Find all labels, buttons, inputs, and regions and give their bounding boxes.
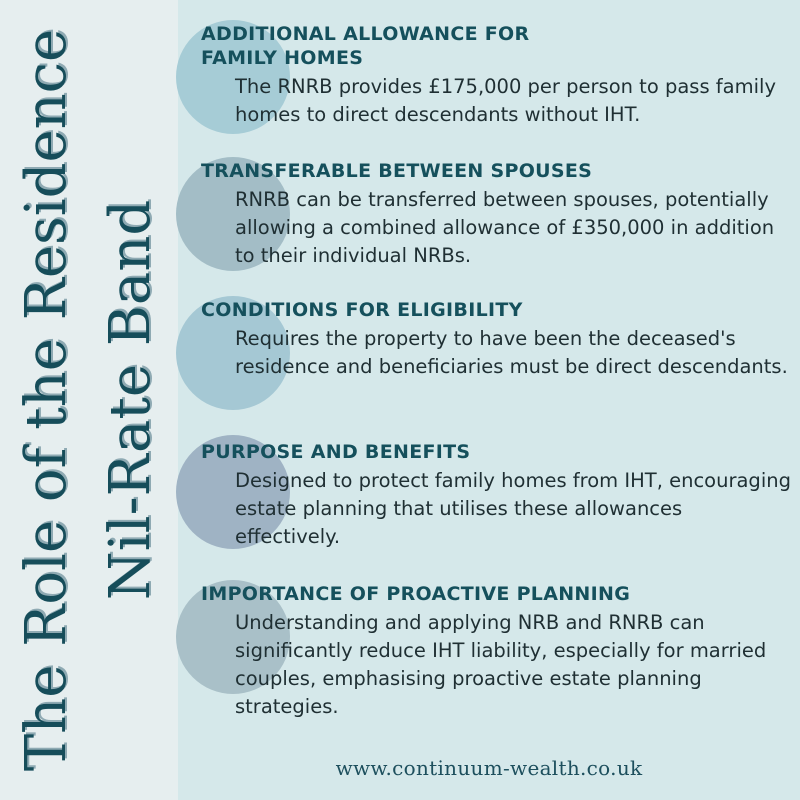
page-title-line-1: The Role of the Residence	[14, 28, 79, 772]
section-proactive-planning	[201, 582, 791, 721]
section-heading: ADDITIONAL ALLOWANCE FOR FAMILY HOMES	[201, 23, 530, 69]
section-transferable	[201, 159, 791, 270]
section-heading: CONDITIONS FOR ELIGIBILITY	[201, 299, 523, 321]
section-eligibility	[201, 298, 791, 381]
page-title	[5, 29, 173, 771]
section-heading: TRANSFERABLE BETWEEN SPOUSES	[201, 160, 593, 182]
title-sidebar	[0, 0, 178, 800]
section-text: Understanding and applying NRB and RNRB can significantly reduce IHT liability, especially for married couples, emphasising proactive estate planning strategies.	[235, 611, 767, 718]
section-additional-allowance	[201, 22, 791, 129]
section-text: RNRB can be transferred between spouses, potentially allowing a combined allowance of £350,000 in addition to their individual NRBs.	[235, 188, 775, 267]
website-link[interactable]: www.continuum-wealth.co.uk	[335, 756, 643, 780]
section-text: The RNRB provides £175,000 per person to pass family homes to direct descendants without IHT.	[235, 75, 776, 126]
section-purpose-benefits	[201, 440, 791, 551]
section-heading: PURPOSE AND BENEFITS	[201, 441, 471, 463]
section-text: Designed to protect family homes from IHT, encouraging estate planning that utilises these allowances effectively.	[235, 469, 791, 548]
section-heading: IMPORTANCE OF PROACTIVE PLANNING	[201, 583, 631, 605]
page-title-line-2: Nil-Rate Band	[98, 199, 163, 601]
section-text: Requires the property to have been the deceased's residence and beneficiaries must be direct descendants.	[235, 327, 788, 378]
